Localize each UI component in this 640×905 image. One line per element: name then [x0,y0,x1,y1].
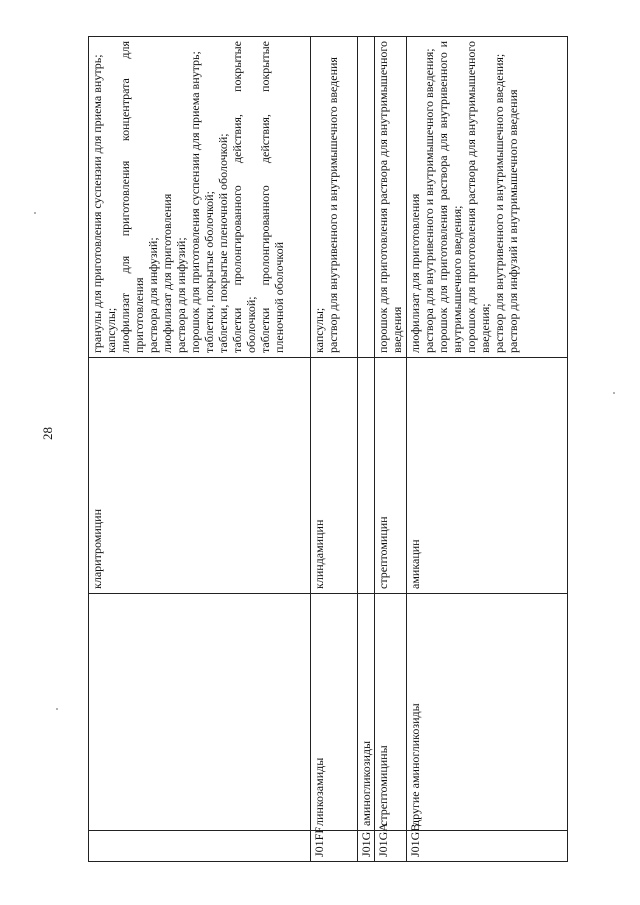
group-cell: другие аминогликозиды [407,594,568,831]
dosage-form-line: раствор для внутривенного и внутримышечного введения [326,57,340,353]
dosage-forms-cell [311,37,358,358]
group-cell: аминогликозиды [358,594,375,831]
page-number: 28 [40,427,55,440]
group-cell [89,594,311,831]
table-row [358,37,375,862]
atc-code-cell: J01G [358,831,375,862]
dosage-form-line: порошок для приготовления раствора для внутривенного и внутримышечного введения; [436,41,464,353]
dosage-forms-cell [89,37,311,358]
dosage-form-line: порошок для приготовления суспензии для приема внутрь; [188,51,202,353]
dosage-form-line: раствора для инфузий; [146,237,160,353]
group-cell: линкозамиды [311,594,358,831]
atc-code-cell: J01GA [375,831,407,862]
dosage-form-line: капсулы; [312,307,326,353]
atc-code-cell: J01FF [311,831,358,862]
dosage-form-line: таблетки, покрытые пленочной оболочкой; [216,133,230,353]
dosage-form-line: раствора для внутривенного и внутримышечного введения; [422,48,436,353]
scan-speck [613,392,615,394]
dosage-form-line: капсулы; [104,307,118,353]
dosage-form-line: таблетки пролонгированного действия, покрытые оболочкой; [230,41,258,353]
substance-cell [358,358,375,594]
dosage-form-line: таблетки, покрытые оболочкой; [202,191,216,353]
dosage-form-line: лиофилизат для приготовления концентрата для приготовления [118,41,146,353]
scan-speck [56,708,58,710]
dosage-forms-cell [407,37,568,358]
group-cell: стрептомицины [375,594,407,831]
dosage-form-line: лиофилизат для приготовления [408,193,422,353]
atc-code-cell [89,831,311,862]
substance-cell: кларитромицин [89,358,311,594]
scan-speck [34,212,36,214]
dosage-form-line: порошок для приготовления раствора для внутримышечного введения; [464,41,492,353]
substance-cell: клиндамицин [311,358,358,594]
dosage-form-line: раствора для инфузий; [174,237,188,353]
medicine-table [88,36,568,862]
rotated-table-container [88,37,568,862]
table-row [89,37,311,862]
dosage-form-line: лиофилизат для приготовления [160,193,174,353]
dosage-form-line: раствор для внутривенного и внутримышечного введения; [492,53,506,353]
table-row [407,37,568,862]
table-row [311,37,358,862]
dosage-forms-cell [358,37,375,358]
dosage-form-line: таблетки пролонгированного действия, покрытые пленочной оболочкой [258,41,286,353]
substance-cell: амикацин [407,358,568,594]
dosage-form-line: раствор для инфузий и внутримышечного введения [506,89,520,353]
dosage-forms-cell [375,37,407,358]
table-row [375,37,407,862]
substance-cell: стрептомицин [375,358,407,594]
atc-code-cell: J01GB [407,831,568,862]
dosage-form-line: гранулы для приготовления суспензии для приема внутрь; [90,54,104,353]
dosage-form-line: порошок для приготовления раствора для внутримышечного введения [376,41,404,353]
